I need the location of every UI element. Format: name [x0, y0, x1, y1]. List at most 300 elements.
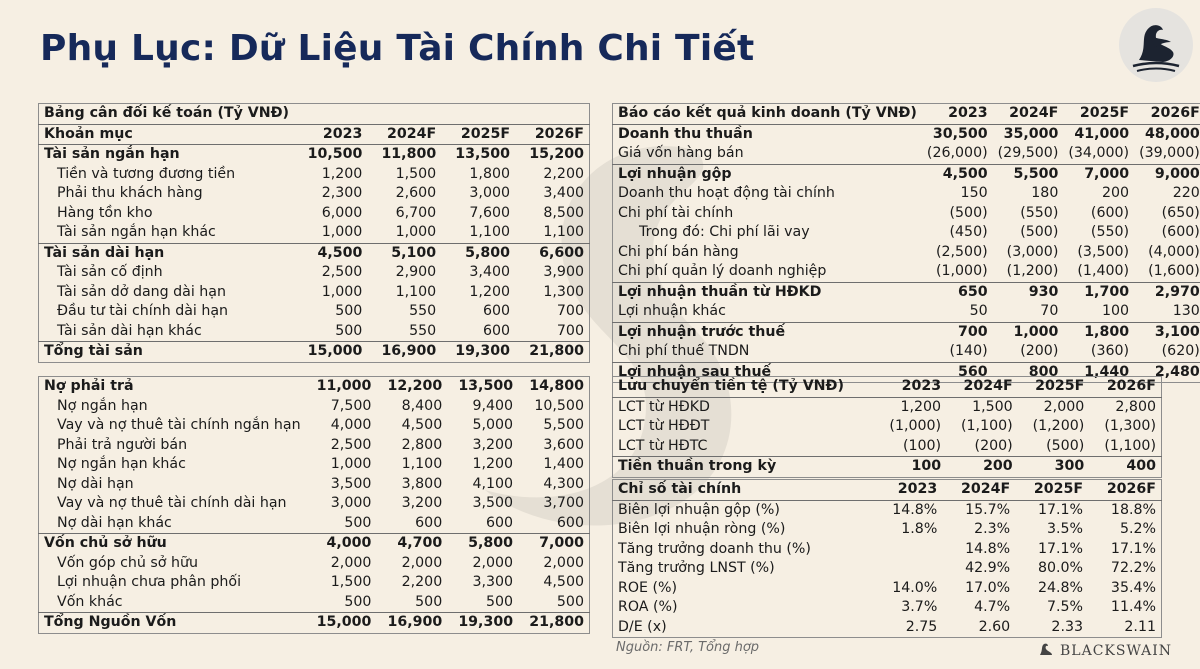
row-value: (26,000) — [926, 145, 988, 162]
row-value: (450) — [949, 224, 988, 241]
table-row — [39, 613, 590, 634]
row-value: 4,000 — [306, 534, 377, 554]
row-value: 4,500 — [401, 417, 443, 434]
row-value: 16,900 — [376, 613, 447, 634]
row-label: Báo cáo kết quả kinh doanh (Tỷ VNĐ) — [613, 104, 922, 125]
row-value: 4,500 — [294, 243, 368, 263]
row-value: 4,000 — [330, 417, 372, 434]
row-label: Biên lợi nhuận ròng (%) — [618, 521, 786, 538]
brand-swan-icon — [1036, 640, 1056, 660]
row-label: Tiền thuần trong kỳ — [613, 457, 875, 478]
row-value: 1.8% — [901, 521, 938, 538]
row-value: 1,300 — [543, 283, 584, 300]
row-value: 700 — [556, 303, 584, 320]
table-row — [613, 124, 1200, 144]
row-value: 2024F — [946, 377, 1018, 398]
row-value: (600) — [1161, 224, 1200, 241]
row-value: 2023 — [294, 124, 368, 145]
table-row — [39, 263, 590, 283]
row-value: 130 — [1172, 303, 1200, 320]
table-header-row — [613, 377, 1162, 398]
row-value: 200 — [946, 457, 1018, 478]
balance-sheet-liabilities-table — [38, 376, 590, 634]
row-value: 2024F — [367, 124, 441, 145]
row-value: 5,500 — [543, 417, 584, 434]
row-value: 3,800 — [401, 475, 443, 492]
row-value: 500 — [556, 593, 584, 610]
row-label: Nợ phải trả — [44, 378, 134, 395]
row-value: 6,000 — [321, 204, 363, 221]
row-value: 600 — [485, 514, 514, 531]
row-value: (600) — [1090, 204, 1130, 221]
row-label: Tổng tài sản — [39, 342, 294, 363]
row-label: Phải trả người bán — [57, 436, 188, 453]
row-value: 4.7% — [974, 599, 1011, 616]
row-value: 7,500 — [330, 397, 372, 414]
table-row — [613, 437, 1162, 457]
row-label: Tiền và tương đương tiền — [57, 165, 236, 182]
row-value: 500 — [344, 593, 372, 610]
row-value: 15,000 — [294, 342, 368, 363]
row-value: (200) — [974, 437, 1013, 454]
row-value: 17.1% — [1037, 540, 1084, 557]
row-value: 1,000 — [395, 224, 437, 241]
row-value: 19,300 — [441, 342, 515, 363]
row-value: 16,900 — [367, 342, 441, 363]
row-value: 300 — [1018, 457, 1090, 478]
table-row — [39, 475, 590, 495]
table-row — [613, 144, 1200, 164]
row-value: 1,200 — [472, 456, 514, 473]
row-value: 2026F — [1089, 377, 1161, 398]
brand-name: BLACKSWAIN — [1060, 643, 1173, 659]
table-row — [613, 500, 1162, 520]
row-value: 4,500 — [543, 574, 584, 591]
row-value — [875, 540, 943, 560]
row-label: Nợ dài hạn khác — [57, 514, 172, 531]
table-row — [39, 165, 590, 185]
row-value: (3,500) — [1077, 243, 1130, 260]
balance-sheet-assets-table — [38, 103, 590, 363]
row-label: Lợi nhuận gộp — [613, 164, 922, 184]
row-label: Vay và nợ thuê tài chính ngắn hạn — [57, 417, 301, 434]
row-value: 600 — [556, 514, 584, 531]
row-value: 9,400 — [472, 397, 514, 414]
row-value: 2024F — [993, 104, 1064, 125]
row-value: 1,100 — [401, 456, 443, 473]
row-label: LCT từ HĐKD — [618, 398, 710, 415]
row-value: (500) — [1046, 437, 1085, 454]
row-value: 2.3% — [974, 521, 1011, 538]
row-value: 800 — [993, 362, 1064, 383]
row-value: 2,000 — [472, 554, 514, 571]
row-value: 35,000 — [1003, 125, 1059, 142]
row-value: 13,500 — [458, 378, 514, 395]
row-label: LCT từ HĐĐT — [618, 418, 710, 435]
row-value: 3,000 — [330, 495, 372, 512]
row-value: 150 — [960, 185, 988, 202]
row-value: 4,300 — [543, 475, 584, 492]
row-label: Tài sản cố định — [57, 264, 163, 281]
table-row — [613, 540, 1162, 560]
row-value: 5.2% — [1119, 521, 1156, 538]
row-label: Bảng cân đối kế toán (Tỷ VNĐ) — [39, 104, 590, 125]
table-row — [39, 204, 590, 224]
row-value: 2.11 — [1124, 618, 1156, 635]
cash-flow-table — [612, 376, 1162, 478]
table-header-row — [613, 104, 1200, 125]
row-value: 70 — [1040, 303, 1059, 320]
table-caption — [39, 104, 590, 125]
row-label: Giá vốn hàng bán — [618, 145, 744, 162]
row-value: 1,800 — [1063, 322, 1134, 342]
table-row — [39, 322, 590, 342]
row-value: 11.4% — [1110, 599, 1156, 616]
row-label: Vốn khác — [57, 593, 123, 610]
source-note: Nguồn: FRT, Tổng hợp — [616, 640, 760, 655]
row-value: 11,000 — [316, 378, 372, 395]
row-value: 2,200 — [401, 574, 443, 591]
row-label: Tài sản dài hạn — [39, 243, 294, 263]
table-row — [613, 204, 1200, 224]
row-value: 1,200 — [469, 283, 511, 300]
row-value: 3,500 — [330, 475, 372, 492]
row-value: 2026F — [1134, 104, 1200, 125]
table-header-row — [613, 480, 1162, 501]
row-value: 48,000 — [1145, 125, 1200, 142]
row-value: 100 — [875, 457, 947, 478]
row-value: 5,000 — [472, 417, 514, 434]
row-value: 550 — [409, 303, 437, 320]
table-row — [613, 598, 1162, 618]
row-value: 8,400 — [401, 397, 443, 414]
row-label: Doanh thu hoạt động tài chính — [618, 185, 835, 202]
row-value: 2026F — [515, 124, 589, 145]
row-value: (3,000) — [1006, 243, 1059, 260]
row-label: Chi phí thuế TNDN — [618, 343, 750, 360]
row-value: (200) — [1020, 343, 1059, 360]
row-value: 7,600 — [469, 204, 511, 221]
row-value: 10,500 — [307, 146, 363, 163]
row-value: 2,900 — [395, 264, 437, 281]
table-row — [613, 417, 1162, 437]
row-label: Tài sản dài hạn khác — [57, 322, 202, 339]
row-label: Doanh thu thuần — [618, 125, 753, 142]
table-row — [613, 282, 1200, 302]
table-row — [39, 593, 590, 613]
table-row — [613, 243, 1200, 263]
row-value: 17.1% — [1110, 540, 1156, 557]
row-value: 1,100 — [543, 224, 584, 241]
row-value: 2,500 — [321, 264, 363, 281]
row-value: 12,200 — [387, 378, 443, 395]
row-value: 1,200 — [321, 165, 363, 182]
row-label: Tài sản ngắn hạn — [44, 146, 180, 163]
row-value: 15,000 — [306, 613, 377, 634]
table-row — [39, 342, 590, 363]
row-value: 3,700 — [543, 495, 584, 512]
row-value: 2025F — [1015, 480, 1088, 501]
row-value: 100 — [1101, 303, 1130, 320]
row-value: 500 — [485, 593, 514, 610]
row-label: Chỉ số tài chính — [613, 480, 875, 501]
row-value: 2,000 — [1043, 398, 1085, 415]
row-label: Lưu chuyển tiền tệ (Tỷ VNĐ) — [613, 377, 875, 398]
row-value: (620) — [1161, 343, 1200, 360]
row-label: Chi phí tài chính — [618, 204, 734, 221]
row-value: 2.75 — [905, 618, 938, 635]
table-row — [39, 534, 590, 554]
row-value: (29,500) — [997, 145, 1059, 162]
row-label: Hàng tồn kho — [57, 204, 153, 221]
row-value: 500 — [335, 322, 363, 339]
row-value: 5,100 — [367, 243, 441, 263]
table-row — [613, 520, 1162, 540]
row-label: D/E (x) — [618, 618, 667, 635]
row-value: 8,500 — [543, 204, 584, 221]
row-value: (1,600) — [1148, 263, 1200, 280]
row-label: Nợ ngắn hạn — [57, 397, 148, 414]
row-value: (1,400) — [1077, 263, 1130, 280]
income-statement-table — [612, 103, 1200, 383]
row-value: 5,800 — [447, 534, 518, 554]
row-value: 2,480 — [1134, 362, 1200, 383]
row-value: 5,800 — [441, 243, 515, 263]
row-label: Tài sản dở dang dài hạn — [57, 283, 226, 300]
row-value: 550 — [409, 322, 437, 339]
row-value: 1,700 — [1063, 282, 1134, 302]
row-value: 2025F — [441, 124, 515, 145]
row-value: 3,900 — [543, 264, 584, 281]
row-value: 14.0% — [892, 579, 938, 596]
row-label: Tài sản ngắn hạn khác — [57, 224, 216, 241]
row-value: 1,500 — [395, 165, 437, 182]
row-value: 3,400 — [469, 264, 511, 281]
row-label: ROE (%) — [618, 579, 678, 596]
row-value: 2023 — [922, 104, 993, 125]
row-value: (1,100) — [961, 418, 1013, 435]
table-row — [39, 184, 590, 204]
table-row — [39, 283, 590, 303]
row-value: 3,000 — [469, 185, 511, 202]
row-value: 2023 — [875, 480, 943, 501]
row-value: 1,440 — [1063, 362, 1134, 383]
row-value: 50 — [969, 303, 988, 320]
row-label: Lợi nhuận chưa phân phối — [57, 574, 242, 591]
table-row — [39, 377, 590, 397]
row-value: 4,700 — [376, 534, 447, 554]
row-value: (500) — [949, 204, 988, 221]
row-value: 2,800 — [1115, 398, 1156, 415]
row-value: 6,600 — [515, 243, 589, 263]
row-value: 2,970 — [1134, 282, 1200, 302]
row-value: 41,000 — [1074, 125, 1130, 142]
row-value: 600 — [415, 514, 443, 531]
table-row — [613, 342, 1200, 362]
row-value: 4,500 — [922, 164, 993, 184]
table-row — [613, 579, 1162, 599]
row-value: 14.8% — [965, 540, 1011, 557]
row-value: 3,200 — [401, 495, 443, 512]
row-value: 2,000 — [330, 554, 372, 571]
table-row — [39, 416, 590, 436]
row-value: 600 — [482, 303, 511, 320]
row-value: (360) — [1090, 343, 1130, 360]
table-row — [39, 494, 590, 514]
row-value: (34,000) — [1068, 145, 1130, 162]
row-value: 21,800 — [515, 342, 589, 363]
row-value: 42.9% — [965, 560, 1011, 577]
row-value: 24.8% — [1037, 579, 1084, 596]
row-value: 2,300 — [321, 185, 363, 202]
row-label: Vay và nợ thuê tài chính dài hạn — [57, 495, 287, 512]
row-label: Đầu tư tài chính dài hạn — [57, 303, 229, 320]
row-value: 2025F — [1018, 377, 1090, 398]
row-label: Chi phí quản lý doanh nghiệp — [618, 263, 827, 280]
row-value: 14,800 — [529, 378, 584, 395]
table-row — [613, 302, 1200, 322]
row-value: 930 — [993, 282, 1064, 302]
row-value: 3,500 — [472, 495, 514, 512]
row-value: 2,000 — [401, 554, 443, 571]
table-row — [613, 164, 1200, 184]
row-value: (650) — [1161, 204, 1200, 221]
row-value: 400 — [1089, 457, 1161, 478]
row-value: 3,400 — [543, 185, 584, 202]
row-value: 180 — [1031, 185, 1059, 202]
row-value: 21,800 — [518, 613, 589, 634]
row-value: (1,300) — [1104, 418, 1156, 435]
row-value: 2,000 — [543, 554, 584, 571]
row-value — [875, 559, 943, 579]
row-value: 3,200 — [472, 436, 514, 453]
row-value: 6,700 — [395, 204, 437, 221]
row-value: 5,500 — [993, 164, 1064, 184]
row-value: 7,000 — [518, 534, 589, 554]
row-value: 10,500 — [534, 397, 584, 414]
row-value: 15.7% — [965, 501, 1011, 518]
row-value: 30,500 — [932, 125, 988, 142]
financial-ratios-table — [612, 479, 1162, 638]
row-value: 500 — [415, 593, 443, 610]
row-label: Lợi nhuận thuần từ HĐKD — [613, 282, 922, 302]
table-row — [613, 397, 1162, 417]
row-value: 2023 — [875, 377, 947, 398]
row-value: 2,200 — [543, 165, 584, 182]
row-label: Vốn góp chủ sở hữu — [57, 554, 198, 571]
row-label: Vốn chủ sở hữu — [39, 534, 306, 554]
row-value: 500 — [335, 303, 363, 320]
table-row — [39, 145, 590, 165]
row-label: Phải thu khách hàng — [57, 185, 203, 202]
table-row — [613, 457, 1162, 478]
row-value: 19,300 — [447, 613, 518, 634]
row-value: 1,000 — [330, 456, 372, 473]
row-value: 1,800 — [469, 165, 511, 182]
row-value: 700 — [556, 322, 584, 339]
row-value: 3.5% — [1046, 521, 1084, 538]
row-value: 7,000 — [1063, 164, 1134, 184]
table-row — [613, 223, 1200, 243]
row-value: (1,000) — [889, 418, 942, 435]
table-row — [39, 514, 590, 534]
swan-logo — [1119, 8, 1193, 82]
row-value: 17.0% — [965, 579, 1011, 596]
row-value: 1,000 — [321, 224, 363, 241]
row-value: 2025F — [1063, 104, 1134, 125]
row-value: 200 — [1101, 185, 1130, 202]
row-value: (1,000) — [935, 263, 988, 280]
row-value: 700 — [922, 322, 993, 342]
row-value: 600 — [482, 322, 511, 339]
table-row — [39, 397, 590, 417]
row-value: 11,800 — [381, 146, 437, 163]
table-row — [613, 322, 1200, 342]
row-value: 1,100 — [469, 224, 511, 241]
row-value: 3,300 — [472, 574, 514, 591]
row-label: LCT từ HĐTC — [618, 437, 708, 454]
row-label: Lợi nhuận trước thuế — [613, 322, 922, 342]
row-value: (39,000) — [1139, 145, 1200, 162]
table-row — [39, 554, 590, 574]
row-label: Chi phí bán hàng — [618, 243, 739, 260]
row-value: 1,500 — [330, 574, 372, 591]
row-label: Khoản mục — [39, 124, 294, 145]
row-value: 72.2% — [1110, 560, 1156, 577]
page-title: Phụ Lục: Dữ Liệu Tài Chính Chi Tiết — [40, 28, 755, 69]
row-value: 7.5% — [1046, 599, 1084, 616]
table-row — [613, 262, 1200, 282]
row-value: 2,500 — [330, 436, 372, 453]
table-row — [39, 436, 590, 456]
row-value: 220 — [1172, 185, 1200, 202]
table-header-row — [39, 124, 590, 145]
row-value: 18.8% — [1110, 501, 1156, 518]
row-value: 2.60 — [978, 618, 1011, 635]
row-label: Tăng trưởng LNST (%) — [618, 560, 775, 577]
row-value: 14.8% — [892, 501, 938, 518]
table-row — [613, 618, 1162, 638]
row-value: 3,600 — [543, 436, 584, 453]
row-value: 1,000 — [321, 283, 363, 300]
row-value: 1,000 — [993, 322, 1064, 342]
row-value: (4,000) — [1148, 243, 1200, 260]
row-label: Tổng Nguồn Vốn — [39, 613, 306, 634]
row-value: (100) — [902, 437, 942, 454]
row-value: 80.0% — [1037, 560, 1084, 577]
row-value: 3.7% — [901, 599, 938, 616]
row-value: 1,500 — [972, 398, 1013, 415]
table-row — [39, 243, 590, 263]
row-value: 17.1% — [1037, 501, 1084, 518]
row-value: (2,500) — [935, 243, 988, 260]
row-value: 1,100 — [395, 283, 437, 300]
row-value: 35.4% — [1110, 579, 1156, 596]
row-value: (550) — [1020, 204, 1059, 221]
row-label: Lợi nhuận sau thuế — [613, 362, 922, 383]
row-label: Nợ ngắn hạn khác — [57, 456, 186, 473]
row-value: 1,400 — [543, 456, 584, 473]
table-row — [39, 302, 590, 322]
row-value: (1,200) — [1006, 263, 1059, 280]
row-value: (140) — [949, 343, 988, 360]
row-label: Biên lợi nhuận gộp (%) — [618, 501, 780, 518]
row-label: Nợ dài hạn — [57, 475, 134, 492]
row-value: 4,100 — [472, 475, 514, 492]
row-value: 9,000 — [1134, 164, 1200, 184]
row-value: 2,600 — [395, 185, 437, 202]
table-row — [39, 573, 590, 593]
